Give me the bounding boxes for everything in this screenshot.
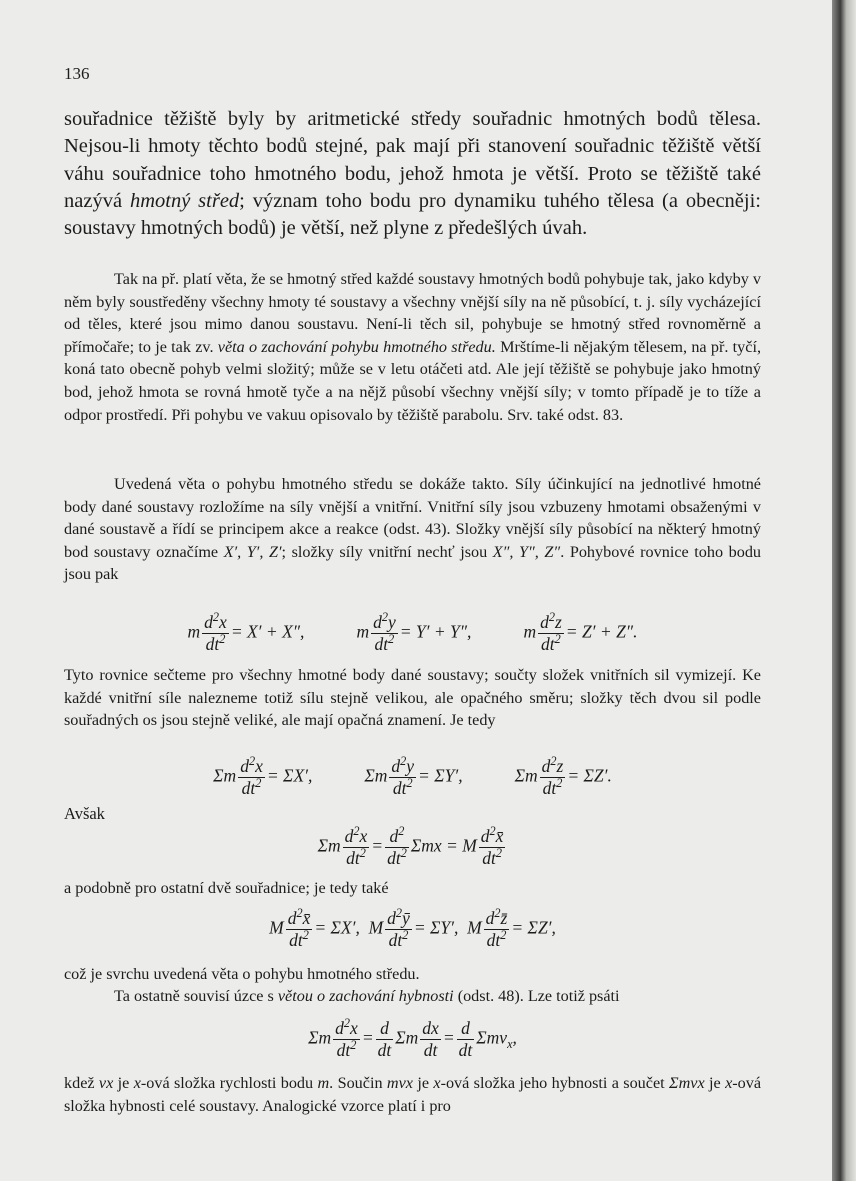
para8-a: kdež [64,1074,95,1092]
para8-e: je [412,1074,434,1092]
label-avsak: Avšak [64,804,105,823]
sym-x-2: x [433,1074,441,1092]
para3-c: . Pohybové rovnice toho bodu jsou pak [64,542,762,584]
term-hmotny-stred: hmotný střed [129,189,240,212]
para1-rest: ; význam toho bodu pro dynamiku tuhého tělesa (a obecněji: soustavy hmotných bodů) je větší, než plyne z předešlých úvah. [64,189,761,240]
para8-g: je [704,1074,726,1092]
para8-b: je [113,1074,134,1092]
book-spine-shadow [832,0,856,1181]
equation-motion: m $\frac{d^2x}{dt^2}$ = X′ + X″, m $\frac{d^2y}{dt^2}$ = Y′ + Y″, m $\frac{d^2z}{dt^2}$ = Z′ + Z″. [187,610,638,654]
internal-force-symbols: X″, Y″, Z″ [492,542,561,561]
para8-c: -ová složka rychlosti bodu [140,1074,318,1092]
equation-center-motion: M $\frac{d^2x̄}{dt^2}$ = ΣX′, M $\frac{d^2ȳ}{dt^2}$ = ΣY′, M $\frac{d^2z̄}{dt^2}$ = ΣZ′, [269,906,556,950]
para5-text: a podobně pro ostatní dvě souřadnice; je tedy také [64,879,389,897]
para8-f: -ová složka jeho hybnosti a součet [440,1074,669,1092]
para4-text: Tyto rovnice sečteme pro všechny hmotné body dané soustavy; součty složek vnitřních sil vymizejí. Ke každé vnitřní síle nalezneme totiž sílu stejně velikou, ale opačného směru; složky těch dvou sil podle souřadných os jsou stejně veliké, ale mají opačná znamení. Je tedy [64,666,761,730]
equation-avsak: Σm $\frac{d^2x}{dt^2}$ = $\frac{d^2}{dt^2}$ Σmx = M $\frac{d^2x̄}{dt^2}$ [317,824,504,868]
paragraph-theorem [64,268,761,426]
paragraph-center-of-mass [64,106,761,242]
equation-sum: Σm $\frac{d^2x}{dt^2}$ = ΣX′, Σm $\frac{d^2y}{dt^2}$ = ΣY′, Σm $\frac{d^2z}{dt^2}$ = ΣZ′. [213,754,612,798]
page-number: 136 [64,64,90,83]
para3-b: ; složky síly vnitřní nechť jsou [281,542,488,561]
para1-text: souřadnice těžiště byly by aritmetické středy souřadnic hmotných bodů tělesa. Nejsou-li hmoty těchto bodů stejné, pak mají při stanovení souřadnic těžiště větší váhu souřadnice toho hmotného bodu, jehož hmota je větší. Proto se těžiště také nazývá [64,108,761,212]
para6-text: což je svrchu uvedená věta o pohybu hmotného středu. [64,965,420,983]
para8-d: . Součin [329,1074,387,1092]
paragraph-sum [64,664,761,732]
paragraph-proof [64,473,761,586]
para2-text: Tak na př. platí věta, že se hmotný střed každé soustavy hmotných bodů pohybuje tak, jako kdyby v něm byly soustředěny všechny hmoty té soustavy a všechny vnější síly na ně působící, t. j. síly vycházející od těles, které jsou mimo danou soustavu. Není-li těch sil, pohybuje se hmotný střed rovnoměrně a přímočaře; to je tak zv. [64,270,761,356]
paragraph-velocity [64,1072,761,1117]
equation-momentum: Σm $\frac{d^2x}{dt^2}$ = $\frac{d}{dt}$ Σm $\frac{dx}{dt}$ = $\frac{d}{dt}$ Σmv$_x$, [308,1016,517,1060]
sym-mvx: mvx [386,1074,413,1092]
paragraph-momentum [64,985,761,1008]
para2-rest: Mrštíme-li nějakým tělesem, na př. tyčí, koná tato obecně pohyb velmi složitý; může se v letu otáčeti atd. Ale její těžiště se pohybuje jako hmotný bod, jehož hmota se rovná hmotě tyče a na nějž působí všechny vnější síly; v tomto případě je to tíže a odpor prostředí. Při pohybu ve vakuu opisovalo by těžiště parabolu. Srv. také odst. 83. [64,337,761,424]
external-force-symbols: X′, Y′, Z′ [223,542,282,561]
sym-vx: vx [98,1074,114,1092]
term-theorem: věta o zachování pohybu hmotného středu. [217,337,496,356]
sym-sum-mvx: Σmvx [669,1074,705,1092]
paragraph-other-coords [64,877,761,900]
para3-a: Uvedená věta o pohybu hmotného středu se dokáže takto. Síly účinkující na jednotlivé hmotné body dané soustavy rozložíme na síly vnější a vnitřní. Vnitřní síly jsou vzbuzeny hmotami obsaženými v dané soustavě a řídí se principem akce a reakce (odst. 43). Složky vnější síly působící na některý hmotný bod soustavy označíme [64,475,761,561]
para8-h: -ová složka hybnosti celé soustavy. Analogické vzorce platí i pro [64,1074,762,1115]
para7-b: (odst. 48). Lze totiž psáti [453,987,620,1005]
sym-x-1: x [133,1074,141,1092]
sym-x-3: x [725,1074,733,1092]
sym-m: m [317,1074,330,1092]
para7-a: Ta ostatně souvisí úzce s [114,987,274,1005]
term-momentum: větou o zachování hybnosti [277,987,454,1005]
paragraph-conclusion [64,963,761,986]
